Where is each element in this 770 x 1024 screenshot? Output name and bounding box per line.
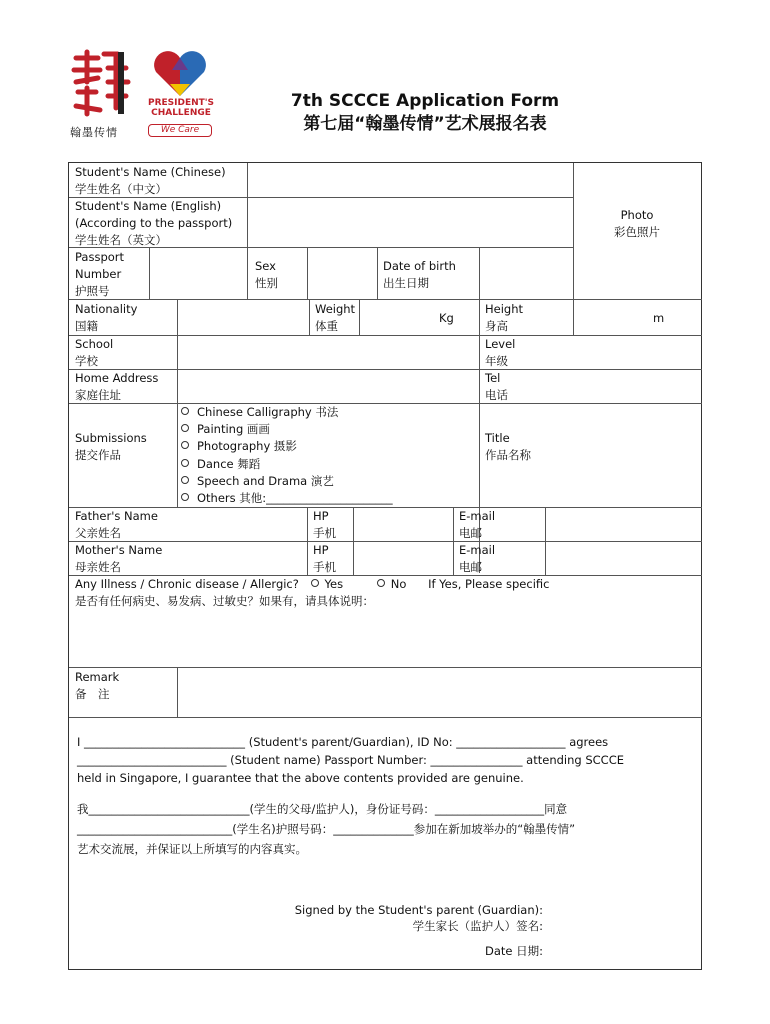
input-name-english[interactable] (249, 198, 571, 246)
heart-logo-icon (150, 48, 210, 98)
label-mother: Mother's Name 母亲姓名 (75, 543, 163, 574)
radio-circle-icon (181, 441, 189, 449)
radio-circle-icon (181, 493, 189, 501)
radio-others[interactable]: Others 其他:______________________ (181, 490, 393, 507)
label-weight: Weight 体重 (315, 302, 356, 333)
input-nationality[interactable] (179, 301, 307, 333)
input-address[interactable] (179, 370, 477, 402)
radio-no-icon[interactable] (377, 579, 385, 587)
radio-circle-icon (181, 459, 189, 467)
radio-photography[interactable]: Photography 摄影 (181, 438, 393, 455)
radio-circle-icon (181, 424, 189, 432)
label-submissions: Submissions 提交作品 (75, 431, 147, 462)
date-label: Date 日期: (484, 944, 543, 958)
input-school[interactable] (179, 336, 477, 368)
radio-calligraphy[interactable]: Chinese Calligraphy 书法 (181, 404, 393, 421)
label-sex: Sex 性别 (255, 259, 278, 290)
input-passport[interactable] (151, 249, 245, 297)
photo-box[interactable]: Photo 彩色照片 (614, 208, 660, 239)
illness-question: Any Illness / Chronic disease / Allergic? Yes No If Yes, Please specific (75, 577, 550, 591)
label-dob: Date of birth 出生日期 (383, 259, 456, 290)
title-english: 7th SCCCE Application Form (290, 91, 560, 111)
input-remark[interactable] (179, 669, 699, 715)
label-father: Father's Name 父亲姓名 (75, 509, 158, 540)
label-tel: Tel 电话 (485, 371, 508, 402)
radio-yes-icon[interactable] (311, 579, 319, 587)
brand-chinese-name: 翰墨传情 (70, 126, 118, 139)
label-nationality: Nationality 国籍 (75, 302, 138, 333)
application-form (68, 162, 702, 970)
unit-m: m (653, 311, 665, 325)
label-mother-hp: HP 手机 (313, 543, 336, 574)
logo (68, 44, 218, 140)
submission-options (181, 404, 393, 507)
label-address: Home Address 家庭住址 (75, 371, 159, 402)
declaration-chinese: 我____________________________(学生的父母/监护人)，身份证号码：___________________同意 ___________________________(学生名)护照号码：______________参加在新加坡举办的“翰墨传情” 艺术交流展，并保证以上所填写的内容真实。 (77, 802, 576, 856)
we-care-badge: We Care (148, 124, 212, 137)
signature-block: Signed by the Student's parent (Guardian): 学生家长（监护人）签名: (294, 903, 543, 933)
form-title (240, 90, 610, 136)
calligraphy-logo-icon (68, 48, 138, 118)
unit-kg: Kg (439, 311, 454, 325)
label-passport: Passport Number 护照号 (75, 250, 125, 298)
label-height: Height 身高 (485, 302, 524, 333)
label-father-hp: HP 手机 (313, 509, 336, 540)
radio-painting[interactable]: Painting 画画 (181, 421, 393, 438)
label-school: School 学校 (75, 337, 114, 368)
radio-dance[interactable]: Dance 舞蹈 (181, 456, 393, 473)
illness-question-chinese: 是否有任何病史、易发病、过敏史？如果有，请具体说明： (75, 594, 374, 608)
radio-speech-drama[interactable]: Speech and Drama 演艺 (181, 473, 393, 490)
label-title: Title 作品名称 (485, 431, 531, 462)
title-chinese: 第七届“翰墨传情”艺术展报名表 (303, 114, 547, 134)
label-remark: Remark 备 注 (75, 670, 120, 701)
input-name-chinese[interactable] (249, 164, 571, 196)
presidents-challenge-text: PRESIDENT'S CHALLENGE (148, 98, 215, 118)
declaration-english: I ____________________________ (Student's parent/Guardian), ID No: ___________________ agrees __________________________ (Student name) Passport Number: ________________ attending SCCCE held in Singapore, I guarantee that the above contents provided are genuine. (77, 735, 625, 785)
label-mother-email: E-mail 电邮 (459, 543, 496, 574)
label-father-email: E-mail 电邮 (459, 509, 496, 540)
radio-circle-icon (181, 476, 189, 484)
radio-circle-icon (181, 407, 189, 415)
label-name-english: Student's Name (English) (According to the passport) 学生姓名（英文） (75, 199, 233, 247)
label-level: Level 年级 (485, 337, 516, 368)
label-name-chinese: Student's Name (Chinese) 学生姓名（中文） (75, 165, 226, 196)
input-dob[interactable] (481, 249, 571, 297)
input-sex[interactable] (309, 249, 375, 297)
